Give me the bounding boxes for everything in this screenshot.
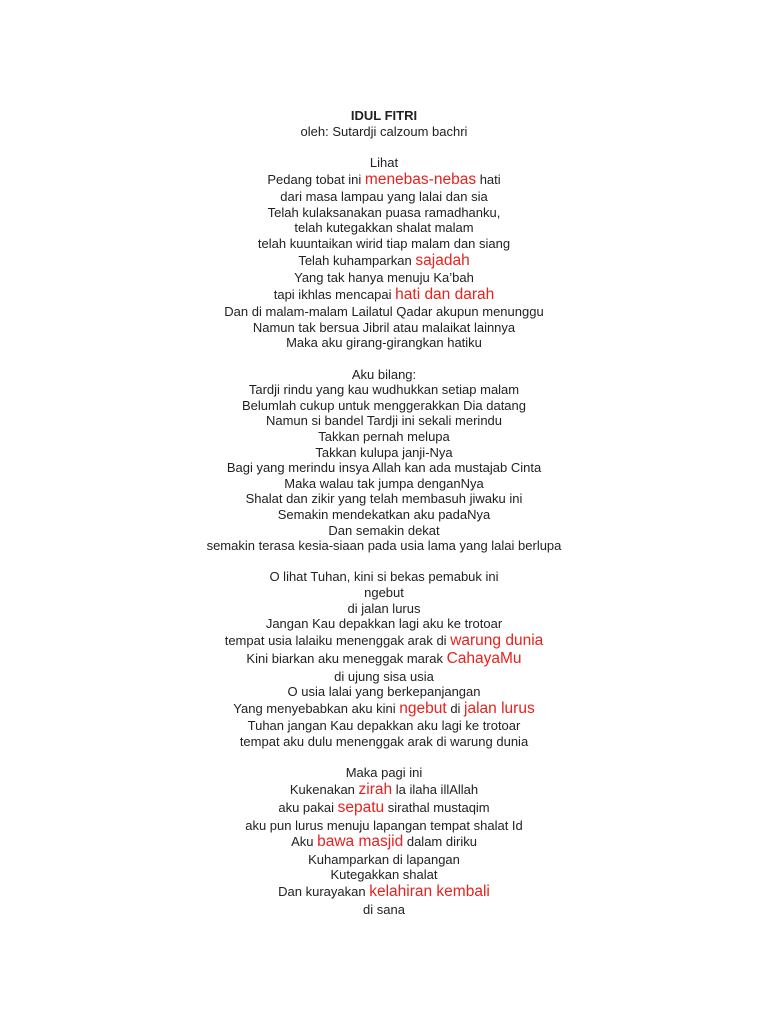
poem-line: tempat aku dulu menenggak arak di warung dunia	[239, 734, 529, 749]
poem-line	[0, 286, 768, 305]
highlight-text: CahayaMu	[446, 650, 522, 668]
highlight-text: zirah	[358, 780, 393, 798]
stanza-gap	[0, 140, 768, 156]
poem-line: Telah kulaksanakan puasa ramadhanku,	[267, 204, 501, 220]
line-text: tapi ikhlas mencapai	[273, 286, 396, 302]
poem-title: IDUL FITRI	[350, 108, 418, 123]
poem-line: O lihat Tuhan, kini si bekas pemabuk ini	[269, 569, 499, 585]
highlight-text: bawa masjid	[317, 833, 404, 851]
highlight-text: kelahiran kembali	[369, 883, 490, 901]
poem-line: di jalan lurus	[347, 600, 421, 616]
poem	[0, 108, 768, 917]
line-text: Kukenakan	[289, 781, 359, 797]
poem-author: oleh: Sutardji calzoum bachri	[300, 124, 468, 139]
highlight-text: warung dunia	[450, 631, 544, 649]
line-text: Kini biarkan aku meneggak marak	[246, 651, 447, 667]
poem-line: Namun tak bersua Jibril atau malaikat lainnya	[252, 319, 516, 335]
stanza-gap	[0, 351, 768, 367]
highlight-text: menebas-nebas	[364, 170, 477, 188]
stanza	[0, 367, 768, 554]
poem-line: dari masa lampau yang lalai dan sia	[280, 189, 488, 205]
highlight-text: sepatu	[337, 799, 385, 817]
poem-line	[0, 781, 768, 800]
poem-line: Lihat	[369, 155, 399, 171]
stanza-gap	[0, 554, 768, 570]
stanza	[0, 155, 768, 351]
poem-line: ngebut	[364, 584, 404, 600]
poem-line: Jangan Kau depakkan lagi aku ke trotoar	[265, 616, 503, 632]
line-text: dalam diriku	[403, 834, 477, 850]
line-text: Yang menyebabkan aku kini	[233, 700, 400, 716]
stanza	[0, 765, 768, 917]
poem-line: Kuhamparkan di lapangan	[308, 851, 460, 867]
line-text: la ilaha illAllah	[392, 781, 479, 797]
highlight-text: sajadah	[415, 251, 470, 269]
poem-line: Shalat dan zikir yang telah membasuh jiwaku ini	[245, 491, 523, 507]
poem-line	[0, 883, 768, 902]
poem-line: Kutegakkan shalat	[330, 867, 438, 883]
poem-line	[0, 799, 768, 818]
poem-line: telah kuuntaikan wirid tiap malam dan siang	[257, 236, 511, 252]
poem-line: O usia lalai yang berkepanjangan	[287, 684, 481, 700]
poem-line: Yang tak hanya menuju Ka’bah	[294, 270, 474, 286]
poem-line: telah kutegakkan shalat malam	[294, 220, 474, 236]
poem-line: Maka pagi ini	[345, 765, 423, 781]
highlight-text: jalan lurus	[464, 699, 535, 717]
poem-line: Namun si bandel Tardji ini sekali merindu	[265, 413, 503, 429]
poem-body	[0, 140, 768, 918]
line-text: Dan kurayakan	[278, 884, 370, 900]
poem-line: di ujung sisa usia	[334, 668, 434, 684]
poem-line: Semakin mendekatkan aku padaNya	[277, 506, 491, 522]
poem-line: Maka walau tak jumpa denganNya	[284, 475, 484, 491]
poem-line	[0, 632, 768, 651]
poem-line: Takkan pernah melupa	[318, 429, 450, 444]
poem-line: semakin terasa kesia-siaan pada usia lama yang lalai berlupa	[206, 538, 562, 554]
line-text: sirathal mustaqim	[384, 800, 490, 816]
line-text: di	[446, 700, 465, 716]
highlight-text: ngebut	[399, 699, 447, 717]
poem-line: Aku bilang:	[351, 366, 417, 382]
stanza-gap	[0, 750, 768, 766]
poem-line	[0, 650, 768, 669]
poem-line: Belumlah cukup untuk menggerakkan Dia datang	[241, 397, 526, 413]
poem-line: di sana	[363, 901, 405, 917]
stanza	[0, 569, 768, 749]
poem-line: Bagi yang merindu insya Allah kan ada mustajab Cinta	[226, 460, 542, 476]
poem-line: Tuhan jangan Kau depakkan aku lagi ke trotoar	[247, 718, 521, 734]
poem-line	[0, 833, 768, 852]
highlight-text: hati dan darah	[395, 285, 495, 303]
poem-line: Tardji rindu yang kau wudhukkan setiap malam	[248, 382, 520, 398]
poem-line: Dan semakin dekat	[328, 522, 440, 538]
line-text: Aku	[291, 834, 318, 850]
line-text: tempat usia lalaiku menenggak arak di	[224, 632, 451, 648]
poem-line	[0, 252, 768, 271]
line-text: aku pakai	[278, 800, 338, 816]
poem-line: Takkan kulupa janji-Nya	[315, 444, 453, 460]
poem-line: aku pun lurus menuju lapangan tempat shalat Id	[245, 817, 523, 833]
line-text: Pedang tobat ini	[267, 171, 365, 187]
poem-line	[0, 700, 768, 719]
line-text: hati	[476, 171, 501, 187]
poem-line: Maka aku girang-girangkan hatiku	[286, 335, 482, 351]
poem-line	[0, 171, 768, 190]
poem-line: Dan di malam-malam Lailatul Qadar akupun menunggu	[224, 304, 544, 320]
line-text: Telah kuhamparkan	[298, 252, 416, 268]
